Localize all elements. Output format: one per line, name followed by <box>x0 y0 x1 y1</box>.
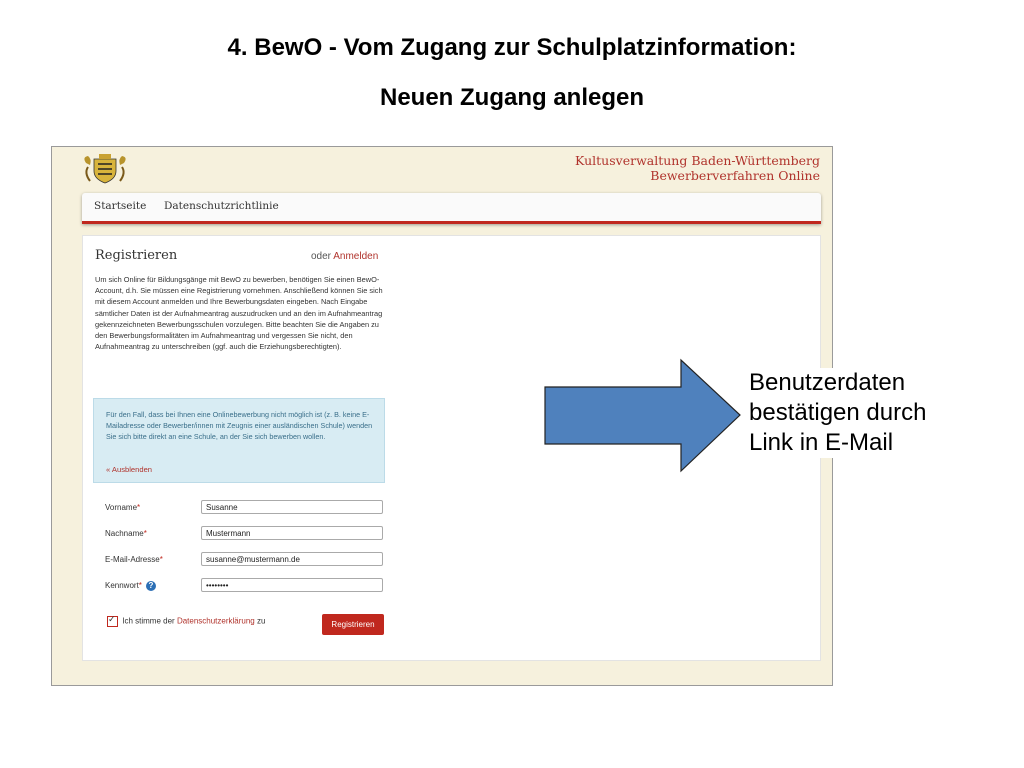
required-mark: * <box>143 529 147 538</box>
nav-bar <box>82 193 821 224</box>
privacy-link[interactable]: Datenschutzerklärung <box>176 616 255 626</box>
callout-line-2: bestätigen durch <box>749 399 927 426</box>
required-mark: * <box>137 503 141 512</box>
password-label: Kennwort* ? <box>105 581 156 591</box>
coat-of-arms-logo <box>80 153 130 185</box>
register-button[interactable]: Registrieren <box>322 614 384 635</box>
or-text: oder <box>311 251 332 262</box>
consent-checkbox[interactable] <box>107 616 118 627</box>
hide-link[interactable]: « Ausblenden <box>106 465 153 474</box>
nav-item-startseite[interactable]: Startseite <box>94 200 147 212</box>
register-heading: Registrieren <box>95 248 178 263</box>
lastname-label: Nachname* <box>105 529 147 538</box>
login-alt <box>311 251 378 262</box>
password-field[interactable]: •••••••• <box>201 578 383 592</box>
required-mark: * <box>159 555 163 564</box>
slide-title-line2: Neuen Zugang anlegen <box>379 84 645 111</box>
required-mark: * <box>138 581 142 591</box>
lastname-field[interactable]: Mustermann <box>201 526 383 540</box>
intro-text: Um sich Online für Bildungsgänge mit BewO zu bewerben, benötigen Sie einen BewO-Account, d.h. Sie müssen eine Registrierung vornehmen. Anschließend können Sie sich mit diesem Account anmelden und Ihre Bewerbungsdaten eingeben. Nach Eingabe sämtlicher Daten ist der Aufnahmeantrag auszudrucken und an den im Aufnahmeantrag gekennzeichneten Bewerbungsschulen vorzulegen. Bitte beachten Sie die Angaben zu den Bewerbungsformalitäten im Aufnahmeantrag und vergessen Sie nicht, den Aufnahmeantrag zu unterschreiben (ggf. auch die Erziehungsberechtigten). <box>95 275 383 352</box>
site-header <box>52 147 832 195</box>
nav-item-datenschutz[interactable]: Datenschutzrichtlinie <box>164 200 279 212</box>
callout-line-3: Link in E-Mail <box>749 429 894 456</box>
email-row <box>105 552 385 568</box>
lastname-row <box>105 526 385 542</box>
callout-text <box>749 368 926 458</box>
consent-suffix: zu <box>257 616 266 626</box>
arrow-right-icon <box>543 358 743 473</box>
password-row <box>105 578 385 594</box>
info-text: Für den Fall, dass bei Ihnen eine Onlinebewerbung nicht möglich ist (z. B. keine E-Mailadresse oder Bewerber/innen mit Zeugnis einer ausländischen Schule) wenden Sie sich bitte direkt an eine Schule, an der Sie sich bewerben wollen. <box>106 410 373 441</box>
email-label: E-Mail-Adresse* <box>105 555 163 564</box>
org-name <box>575 153 820 183</box>
consent-row <box>107 616 265 627</box>
org-line-1: Kultusverwaltung Baden-Württemberg <box>575 153 820 168</box>
callout-line-1: Benutzerdaten <box>749 369 906 396</box>
slide-title-line1: 4. BewO - Vom Zugang zur Schulplatzinformation: <box>227 34 797 61</box>
consent-prefix: Ich stimme der <box>122 616 175 626</box>
email-field[interactable]: susanne@mustermann.de <box>201 552 383 566</box>
info-box <box>93 398 385 483</box>
firstname-row <box>105 500 385 516</box>
firstname-field[interactable]: Susanne <box>201 500 383 514</box>
login-link[interactable]: Anmelden <box>333 251 379 262</box>
org-line-2: Bewerberverfahren Online <box>650 168 820 183</box>
help-icon[interactable]: ? <box>146 581 156 591</box>
firstname-label: Vorname* <box>105 503 141 512</box>
